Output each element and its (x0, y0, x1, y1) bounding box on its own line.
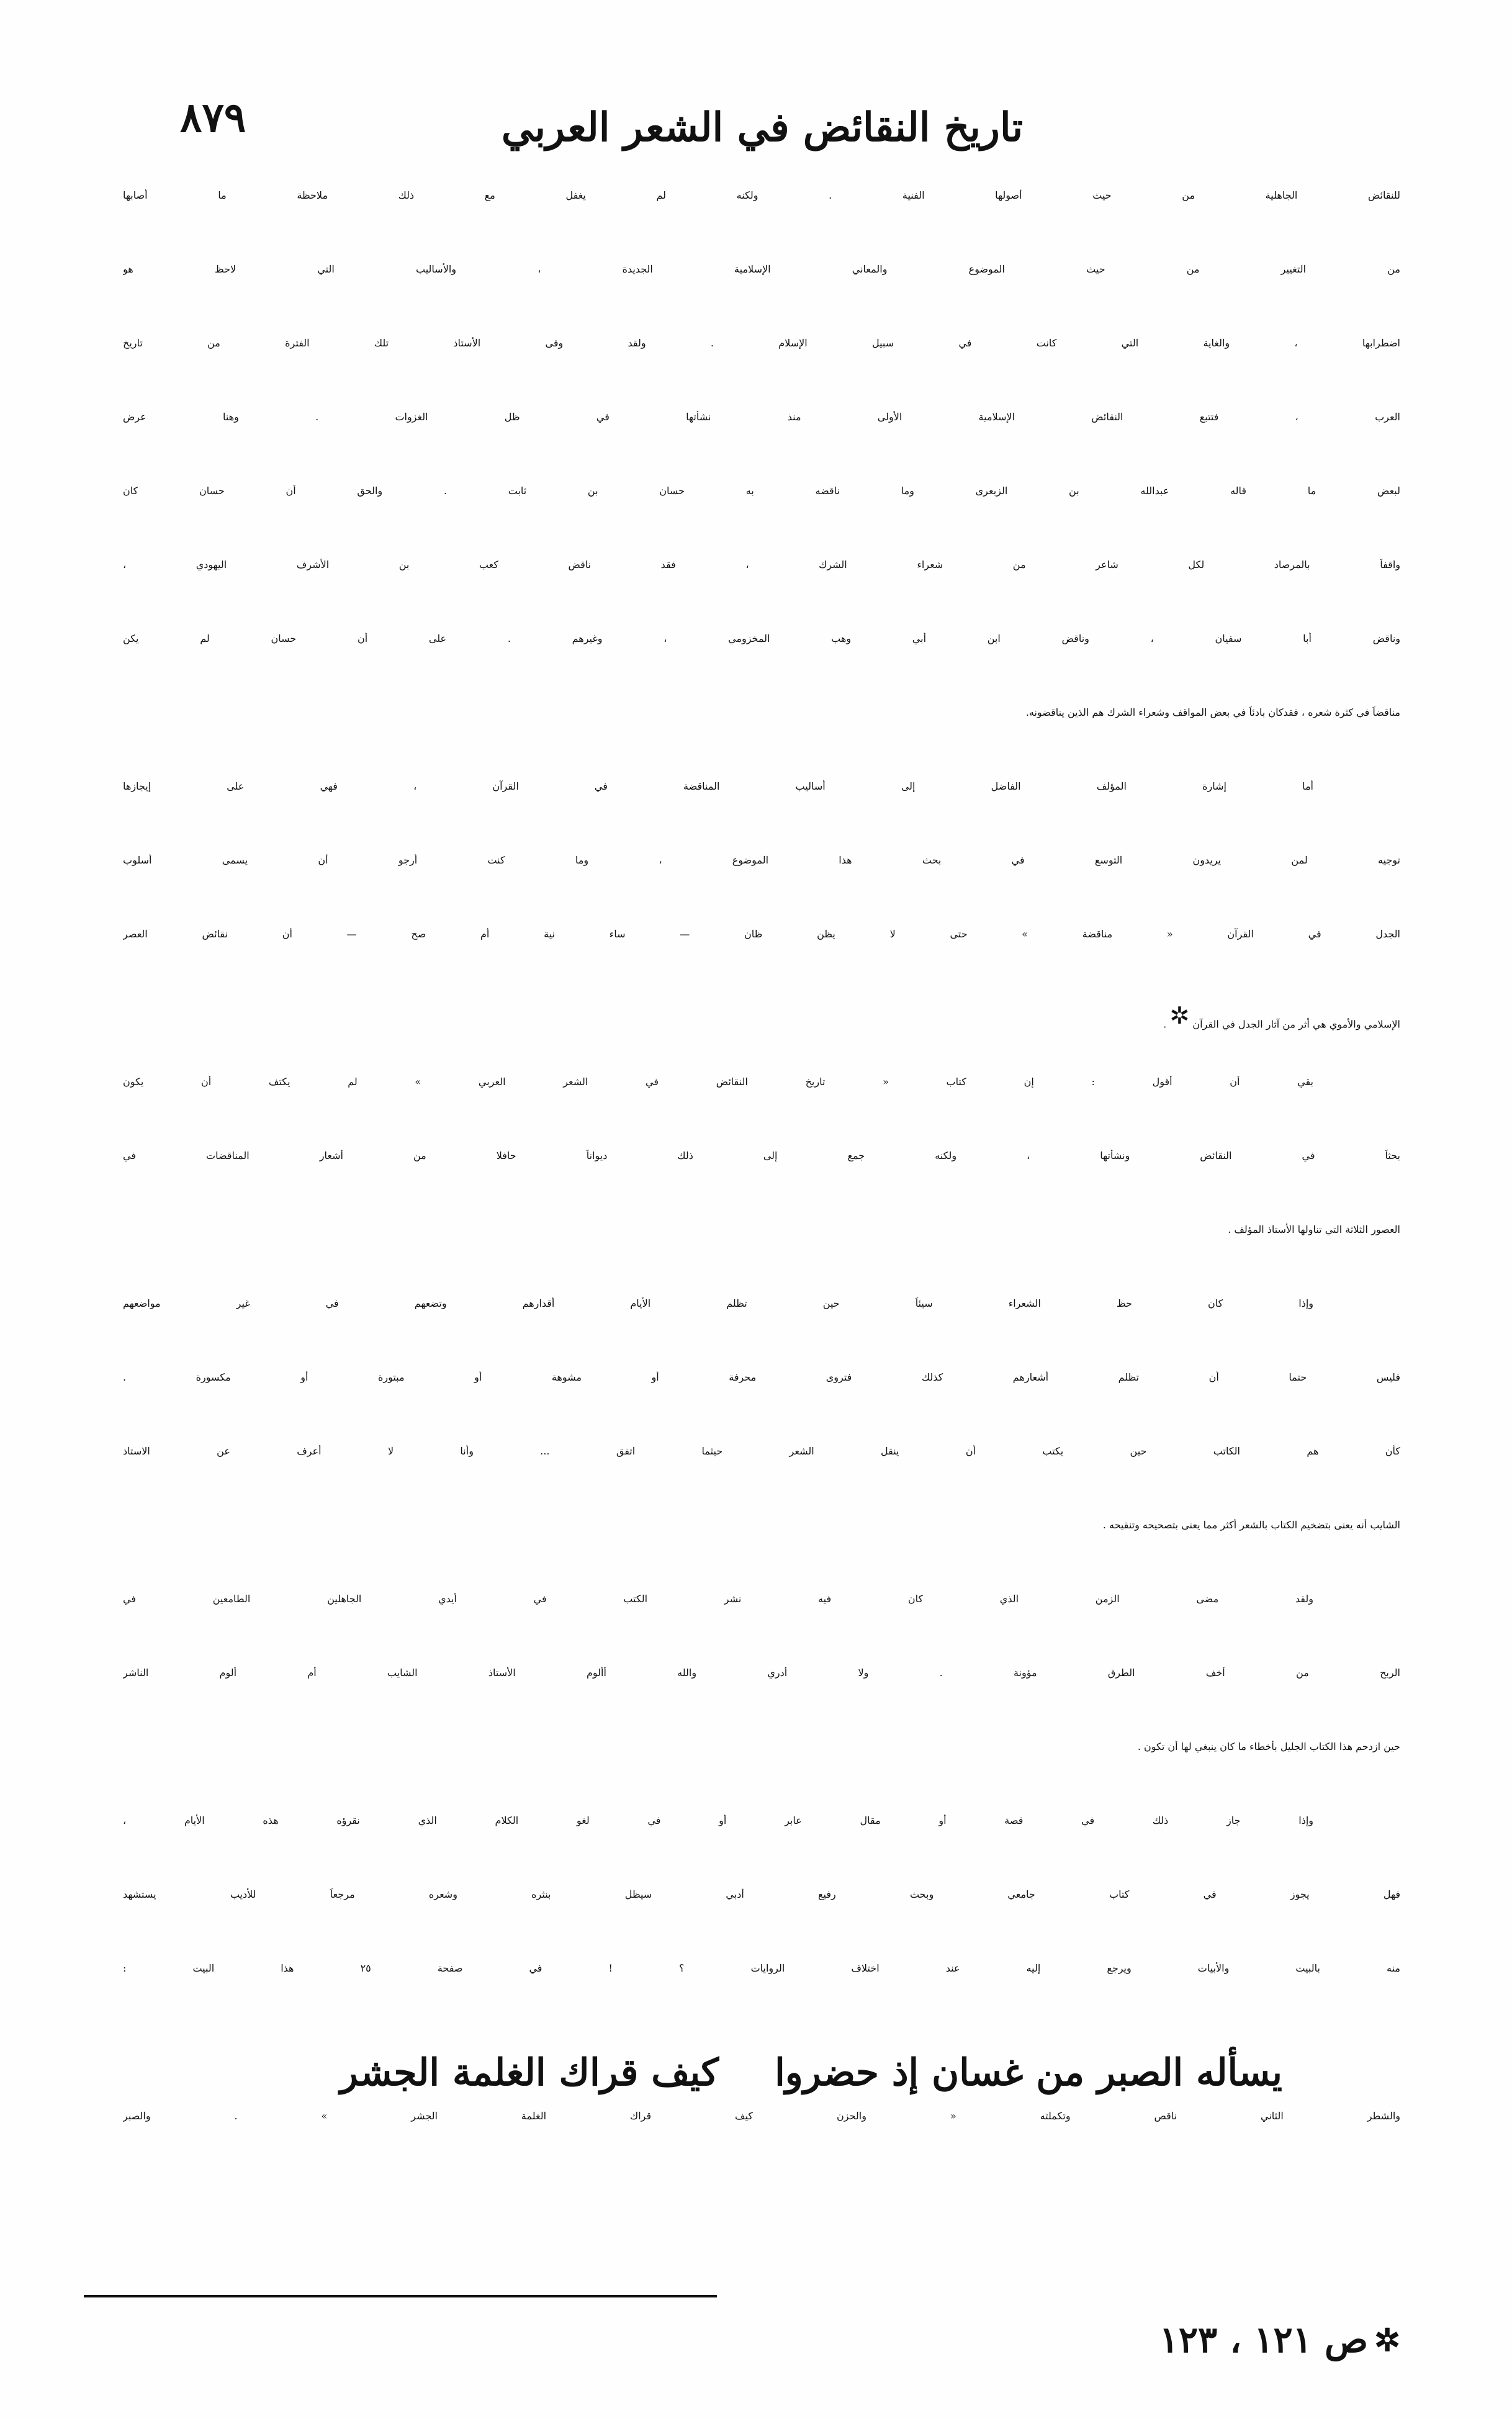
footnote-reference-marker: ✲ (1169, 1002, 1190, 1029)
verse-second-hemistich: كيف قراك الغلمة الجشر (340, 2051, 719, 2094)
text-line: بحثاً في النقائض ونشأتها ، ولكنه جمع إلى ذلك ديواناً حافلا من أشعار المناقضات في (123, 1150, 1400, 1161)
text-line: الربح من أخف الطرق مؤونة . ولا أدري والله أألوم الأستاذ الشايب أم ألوم الناشر (123, 1667, 1400, 1679)
text-line: أما إشارة المؤلف الفاضل إلى أساليب المناقضة في القرآن ، فهي على إيجازها (123, 780, 1313, 792)
text-line-content: الإسلامي والأموي هي أثر من آثار الجدل في القرآن (1192, 1018, 1400, 1030)
text-line: فليس حتما أن تظلم أشعارهم كذلك فتروى محرفة أو مشوهة أو مبتورة أو مكسورة . (123, 1371, 1400, 1383)
text-line: وإذا جاز ذلك في قصة أو مقال عابر أو في لغو الكلام الذي نقرؤه هذه الأيام ، (123, 1815, 1313, 1826)
text-line: توجيه لمن يريدون التوسع في بحث هذا الموضوع ، وما كنت أرجو أن يسمى أسلوب (123, 854, 1400, 866)
text-line: حين ازدحم هذا الكتاب الجليل بأخطاء ما كان ينبغي لها أن تكون . (1137, 1741, 1400, 1752)
text-line: الجدل في القرآن « مناقضة » حتى لا يظن ظان — ساء نية أم صح — أن نقائض العصر (123, 928, 1400, 940)
text-line: مناقضاً في كثرة شعره ، فقدكان بادئاً في بعض المواقف وشعراء الشرك هم الذين يناقضونه. (1025, 706, 1400, 718)
text-line: منه بالبيت والأبيات ويرجع إليه عند اختلاف الروايات ؟ ! في صفحة ٢٥ هذا البيت : (123, 1962, 1400, 1974)
page-number: ٨٧٩ (180, 93, 246, 142)
footnote-divider (84, 2295, 717, 2297)
text-line: كأن هم الكاتب حين يكتب أن ينقل الشعر حيثما اتفق ... وأنا لا أعرف عن الاستاذ (123, 1445, 1400, 1457)
text-line: العرب ، فتتبع النقائض الإسلامية الأولى منذ نشأتها في ظل الغزوات . وهنا عرض (123, 411, 1400, 423)
text-line: العصور الثلاثة التي تناولها الأستاذ المؤلف . (1228, 1224, 1400, 1235)
text-line: اضطرابها ، والغاية التي كانت في سبيل الإسلام . ولقد وفى الأستاذ تلك الفترة من تاريخ (123, 337, 1400, 349)
text-line: لبعض ما قاله عبدالله بن الزبعرى وما ناقضه به حسان بن ثابت . والحق أن حسان كان (123, 485, 1400, 497)
text-line-with-footnote-ref: الإسلامي والأموي هي أثر من آثار الجدل في القرآن ✲ . (1163, 1002, 1400, 1030)
body-text (123, 189, 1400, 2184)
running-title: تاريخ النقائض في الشعر العربي (501, 104, 1024, 151)
text-line: من التغيير من حيث الموضوع والمعاني الإسلامية الجديدة ، والأساليب التي لاحظ هو (123, 263, 1400, 275)
running-header (180, 93, 1344, 161)
text-line: واقفاً بالمرصاد لكل شاعر من شعراء الشرك ، فقد ناقض كعب بن الأشرف اليهودي ، (123, 559, 1400, 570)
text-line: الشايب أنه يعنى بتضخيم الكتاب بالشعر أكثر مما يعنى بتصحيحه وتنقيحه . (1102, 1519, 1400, 1531)
text-line: بقي أن أقول : إن كتاب « تاريخ النقائض في الشعر العربي » لم يكتف أن يكون (123, 1076, 1313, 1088)
text-line: والشطر الثاني ناقص وتكملته « والحزن كيف قراك الغلمة الجشر » . والصبر (123, 2110, 1400, 2122)
text-line: وإذا كان حظ الشعراء سيئاً حين تظلم الأيام أقدارهم وتضعهم في غير مواضعهم (123, 1297, 1313, 1309)
poetry-verse (123, 2036, 1400, 2110)
footnote (1159, 2319, 1400, 2361)
footnote-star-icon: ✲ (1374, 2321, 1400, 2358)
footnote-text: ص ١٢١ ، ١٢٣ (1159, 2319, 1369, 2361)
text-line: فهل يجوز في كتاب جامعي وبحث رفيع أدبي سيظل بنثره وشعره مرجعاً للأديب يستشهد (123, 1888, 1400, 1900)
text-line: وناقض أبا سفيان ، وناقض ابن أبي وهب المخزومي ، وغيرهم . على أن حسان لم يكن (123, 633, 1400, 644)
text-line: ولقد مضى الزمن الذي كان فيه نشر الكتب في أيدي الجاهلين الطامعين في (123, 1593, 1313, 1605)
verse-first-hemistich: يسأله الصبر من غسان إذ حضروا (775, 2051, 1282, 2094)
text-line: للنقائض الجاهلية من حيث أصولها الفنية . ولكنه لم يغفل مع ذلك ملاحظة ما أصابها (123, 189, 1400, 201)
